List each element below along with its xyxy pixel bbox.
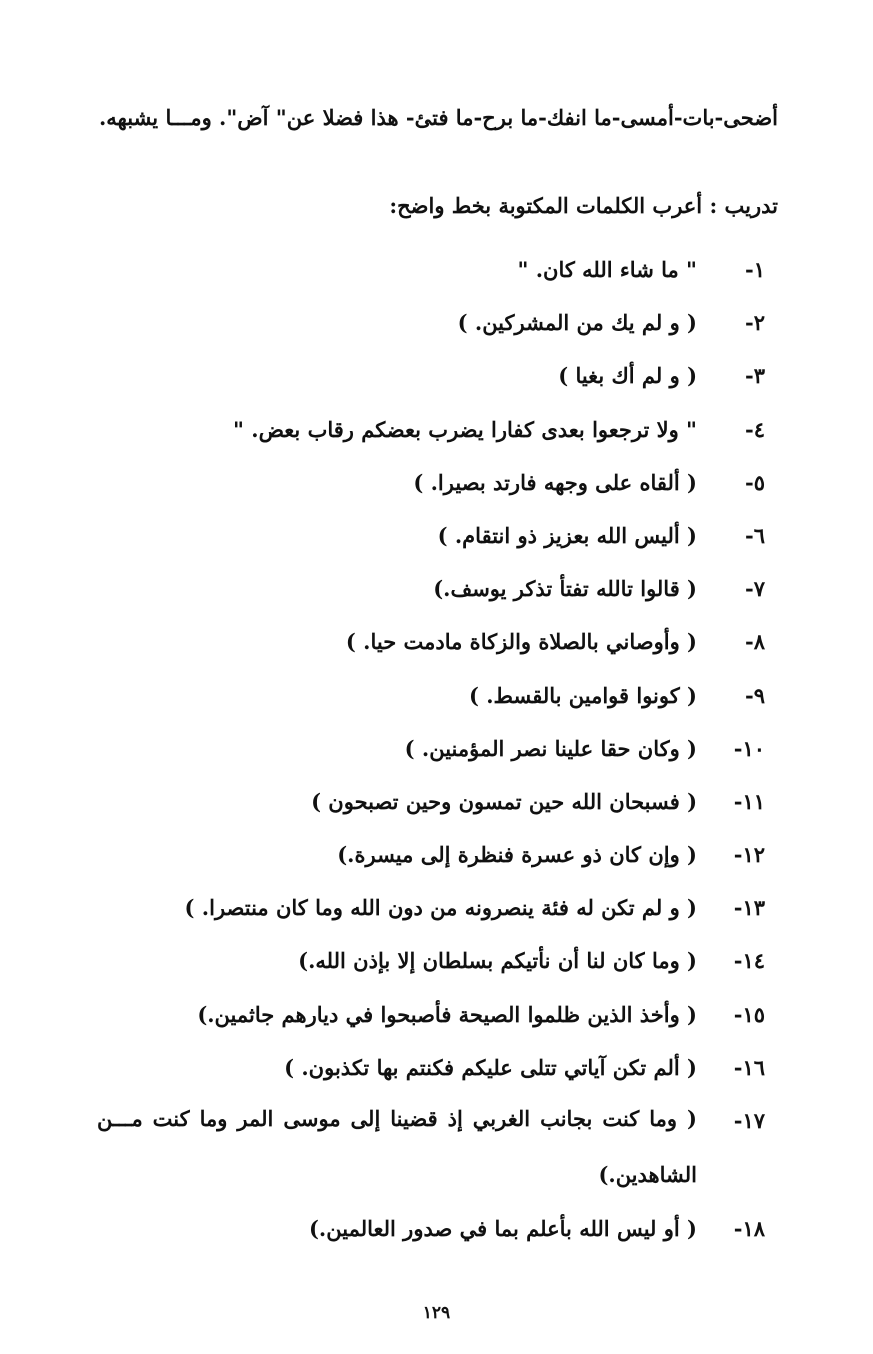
item-number: ٧- [745, 576, 765, 602]
item-number: ٨- [745, 629, 765, 655]
item-text: ( و لم يك من المشركين. ) [457, 310, 697, 336]
item-text: ( وأخذ الذين ظلموا الصيحة فأصبحوا في ديارهم جاثمين.) [197, 1001, 697, 1027]
list-item [0, 612, 873, 665]
list-item [0, 240, 873, 293]
list-item [0, 666, 873, 719]
item-number: ١٧- [733, 1108, 765, 1133]
item-number: ١٣- [733, 895, 765, 921]
item-number: ٩- [745, 682, 765, 708]
list-item [0, 878, 873, 931]
item-text: ( وما كنت بجانب الغربي إذ قضينا إلى موسى المر وما كنت مـــن الشاهدين.) [97, 1106, 697, 1187]
item-text: ( وإن كان ذو عسرة فنظرة إلى ميسرة.) [337, 842, 697, 868]
item-number: ١٠- [733, 735, 765, 761]
item-text: ( و لم أك بغيا ) [558, 363, 697, 389]
list-item [0, 346, 873, 399]
exercise-heading [389, 193, 778, 218]
item-text: " ما شاء الله كان. " [517, 257, 697, 282]
list-item [0, 1091, 873, 1199]
list-item [0, 1199, 873, 1252]
item-number: ١٤- [733, 948, 765, 974]
item-number: ١٥- [733, 1001, 765, 1027]
list-item [0, 453, 873, 506]
item-number: ١١- [733, 788, 765, 814]
page-number: ١٢٩ [422, 1303, 451, 1323]
item-number: ١- [745, 257, 765, 282]
list-item [0, 772, 873, 825]
item-text: ( و لم تكن له فئة ينصرونه من دون الله وما كان منتصرا. ) [184, 895, 697, 921]
list-item [0, 293, 873, 346]
item-text: " ولا ترجعوا بعدى كفارا يضرب بعضكم رقاب بعض. " [233, 416, 697, 442]
item-number: ٢- [745, 310, 765, 336]
item-number: ١٨- [733, 1216, 765, 1241]
item-text: ( وكان حقا علينا نصر المؤمنين. ) [404, 735, 697, 761]
item-number: ١٦- [733, 1054, 765, 1080]
intro-paragraph: أضحى-بات-أمسى-ما انفك-ما برح-ما فتئ- هذا فضلا عن" آض". ومـــا يشبهه. [98, 105, 778, 130]
item-text: ( أو ليس الله بأعلم بما في صدور العالمين.) [309, 1216, 697, 1241]
item-text: ( كونوا قوامين بالقسط. ) [468, 682, 697, 708]
list-item [0, 1038, 873, 1091]
exercise-instruction: : أعرب الكلمات المكتوبة بخط واضح: [389, 193, 718, 218]
item-text: ( قالوا تالله تفتأ تذكر يوسف.) [433, 576, 697, 602]
list-item [0, 719, 873, 772]
list-item [0, 931, 873, 984]
item-text: ( وأوصاني بالصلاة والزكاة مادمت حيا. ) [345, 629, 697, 655]
item-number: ٥- [745, 469, 765, 495]
item-text: ( فسبحان الله حين تمسون وحين تصبحون ) [311, 788, 697, 814]
list-item [0, 559, 873, 612]
list-item [0, 400, 873, 453]
item-number: ٦- [745, 522, 765, 548]
list-item [0, 985, 873, 1038]
item-text: ( أليس الله بعزيز ذو انتقام. ) [437, 522, 697, 548]
item-text: ( ألقاه على وجهه فارتد بصيرا. ) [413, 469, 697, 495]
item-number: ٤- [745, 416, 765, 442]
item-text: ( ألم تكن آياتي تتلى عليكم فكنتم بها تكذبون. ) [284, 1054, 697, 1080]
list-item [0, 825, 873, 878]
exercise-label: تدريب [724, 193, 778, 218]
item-number: ١٢- [733, 842, 765, 868]
item-number: ٣- [745, 363, 765, 389]
list-item [0, 506, 873, 559]
item-text: ( وما كان لنا أن نأتيكم بسلطان إلا بإذن الله.) [298, 948, 697, 974]
exercise-list [0, 240, 873, 1252]
